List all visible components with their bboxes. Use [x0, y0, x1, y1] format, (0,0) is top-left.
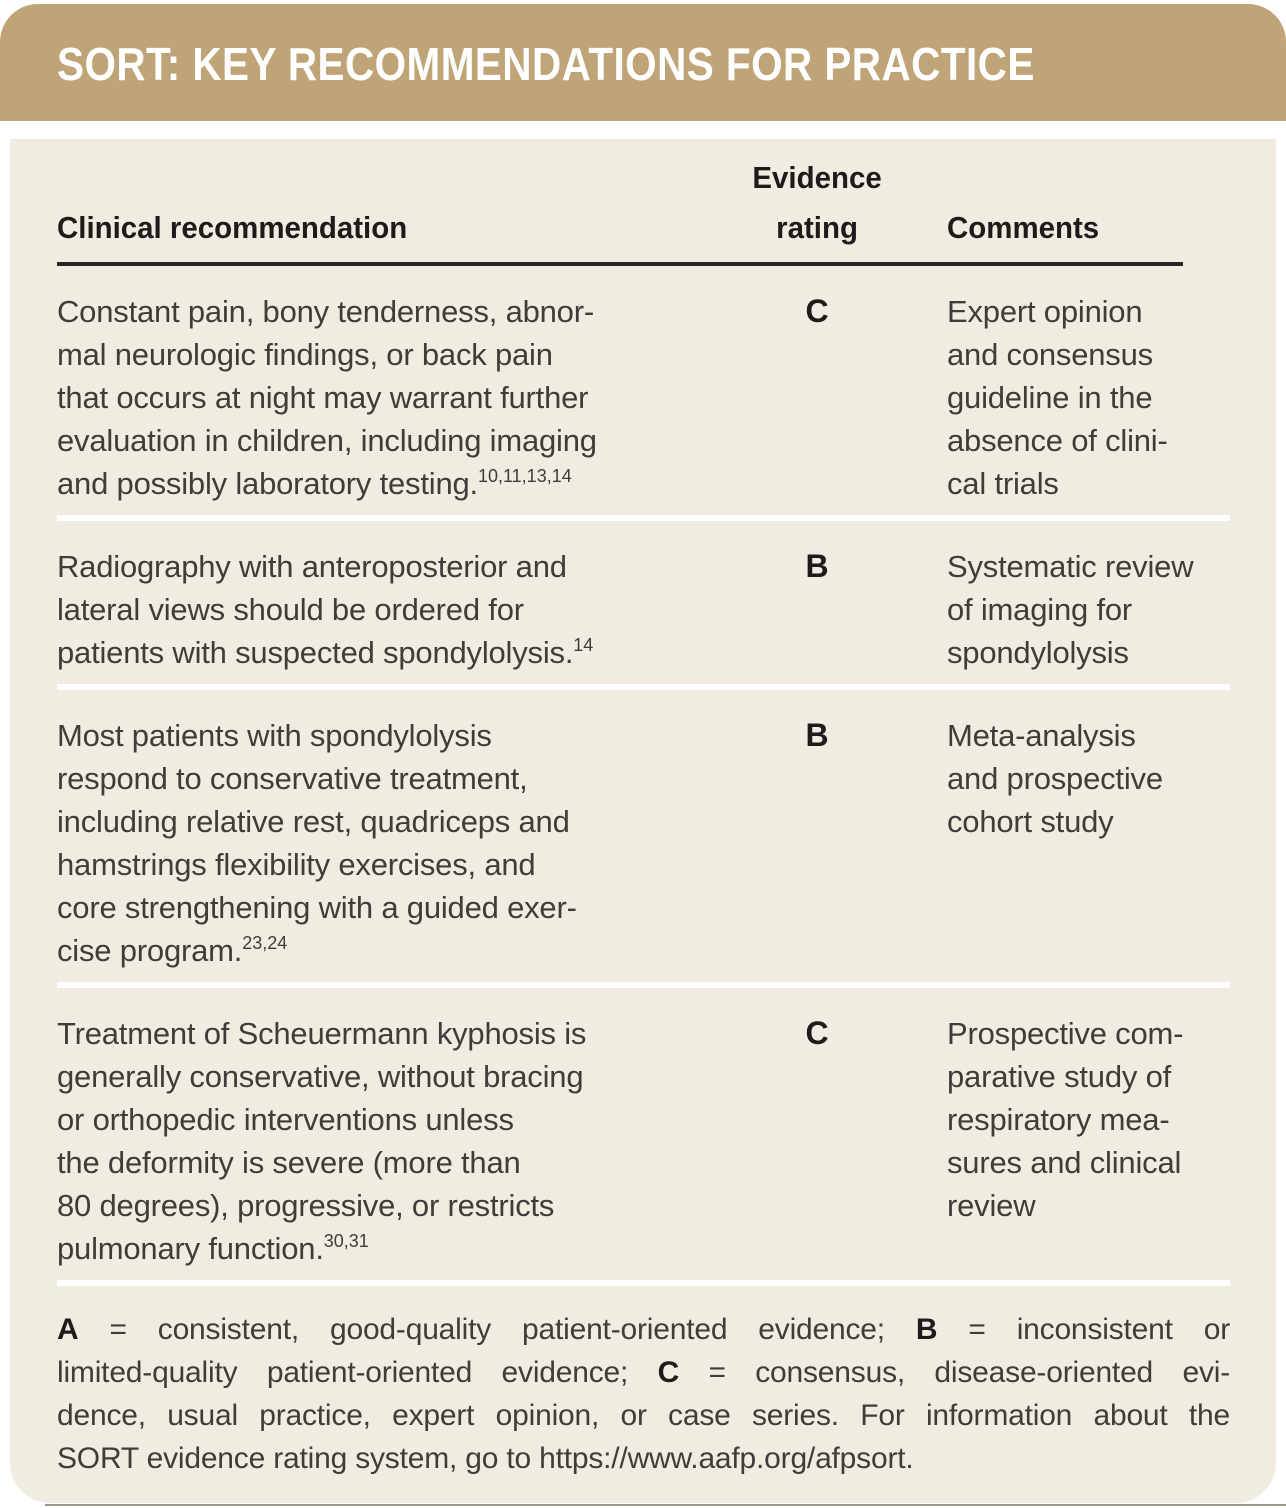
- comments-line: and consensus: [947, 337, 1153, 372]
- footer-text: = inconsistent or: [937, 1313, 1230, 1346]
- recommendation-line: respond to conservative treatment,: [57, 761, 528, 796]
- recommendation-cell: [57, 290, 717, 505]
- table-row: [57, 988, 1230, 1286]
- recommendation-line: mal neurologic findings, or back pain: [57, 337, 553, 372]
- comments-line: respiratory mea-: [947, 1102, 1170, 1137]
- table-panel: [10, 139, 1276, 1503]
- comments-line: parative study of: [947, 1059, 1172, 1094]
- comments-line: Expert opinion: [947, 294, 1143, 329]
- column-headers: [57, 153, 1230, 262]
- evidence-rating: C: [805, 1015, 829, 1051]
- footer-text: dence, usual practice, expert opinion, or case series. For information about the: [57, 1399, 1230, 1432]
- column-header-comments: Comments: [947, 210, 1100, 245]
- comments-line: of imaging for: [947, 592, 1133, 627]
- footer-text: = consistent, good-quality patient-oriented evidence;: [78, 1313, 916, 1346]
- evidence-grade-letter: C: [657, 1356, 680, 1389]
- recommendation-line: Constant pain, bony tenderness, abnor-: [57, 294, 594, 329]
- table-row: [57, 690, 1230, 988]
- table-rows: [57, 266, 1230, 1286]
- reference-superscript: 23,24: [242, 933, 288, 953]
- bottom-hairline: [45, 1504, 1286, 1506]
- recommendation-line: or orthopedic interventions unless: [57, 1102, 514, 1137]
- recommendation-line: patients with suspected spondylolysis.$^{14}$: [57, 635, 594, 670]
- reference-superscript: 14: [573, 635, 594, 655]
- table-row: [57, 266, 1230, 521]
- comments-cell: [917, 714, 1230, 972]
- comments-line: spondylolysis: [947, 635, 1129, 670]
- comments-cell: [917, 290, 1230, 505]
- comments-line: review: [947, 1188, 1036, 1223]
- evidence-rating: C: [805, 293, 829, 329]
- evidence-rating: B: [805, 548, 829, 584]
- comments-cell: [917, 1012, 1230, 1270]
- footer-line: [57, 1394, 1230, 1437]
- recommendation-line: pulmonary function.$^{30,31}$: [57, 1231, 369, 1266]
- recommendation-line: Most patients with spondylolysis: [57, 718, 492, 753]
- footer-note: [57, 1286, 1230, 1480]
- footer-line: [57, 1437, 1230, 1480]
- footer-text: limited-quality patient-oriented evidence;: [57, 1356, 658, 1389]
- evidence-grade-letter: B: [915, 1313, 938, 1346]
- comments-line: Systematic review: [947, 549, 1194, 584]
- recommendation-line: cise program.$^{23,24}$: [57, 933, 288, 968]
- recommendation-line: the deformity is severe (more than: [57, 1145, 521, 1180]
- column-header-clinical: Clinical recommendation: [57, 210, 408, 245]
- comments-line: Meta-analysis: [947, 718, 1136, 753]
- footer-line: [57, 1308, 1230, 1351]
- recommendation-line: 80 degrees), progressive, or restricts: [57, 1188, 555, 1223]
- recommendation-line: including relative rest, quadriceps and: [57, 804, 570, 839]
- table-title: SORT: KEY RECOMMENDATIONS FOR PRACTICE: [57, 37, 1035, 90]
- recommendation-line: evaluation in children, including imaging: [57, 423, 597, 458]
- column-header-evidence: Evidence rating: [752, 160, 882, 245]
- comments-line: Prospective com-: [947, 1016, 1184, 1051]
- footer-text: = consensus, disease-oriented evi-: [679, 1356, 1231, 1389]
- recommendation-cell: [57, 714, 717, 972]
- recommendation-line: hamstrings flexibility exercises, and: [57, 847, 536, 882]
- footer-text: SORT evidence rating system, go to https://www.aafp.org/afpsort.: [57, 1442, 914, 1475]
- reference-superscript: 30,31: [323, 1231, 369, 1251]
- evidence-grade-letter: A: [57, 1313, 79, 1346]
- comments-line: and prospective: [947, 761, 1163, 796]
- comments-cell: [917, 545, 1230, 674]
- comments-line: sures and clinical: [947, 1145, 1182, 1180]
- evidence-rating: B: [805, 717, 829, 753]
- recommendation-cell: [57, 545, 717, 674]
- recommendation-line: core strengthening with a guided exer-: [57, 890, 577, 925]
- recommendation-line: that occurs at night may warrant further: [57, 380, 589, 415]
- comments-line: guideline in the: [947, 380, 1153, 415]
- comments-line: absence of clini-: [947, 423, 1168, 458]
- reference-superscript: 10,11,13,14: [477, 466, 572, 486]
- recommendation-line: Radiography with anteroposterior and: [57, 549, 567, 584]
- comments-line: cohort study: [947, 804, 1114, 839]
- header-band: [0, 4, 1286, 121]
- footer-line: [57, 1351, 1230, 1394]
- recommendation-line: and possibly laboratory testing.$^{10,11,13,14}$: [57, 466, 572, 501]
- recommendation-line: Treatment of Scheuermann kyphosis is: [57, 1016, 587, 1051]
- recommendation-line: generally conservative, without bracing: [57, 1059, 584, 1094]
- recommendation-line: lateral views should be ordered for: [57, 592, 524, 627]
- comments-line: cal trials: [947, 466, 1059, 501]
- recommendation-cell: [57, 1012, 717, 1270]
- table-row: [57, 521, 1230, 690]
